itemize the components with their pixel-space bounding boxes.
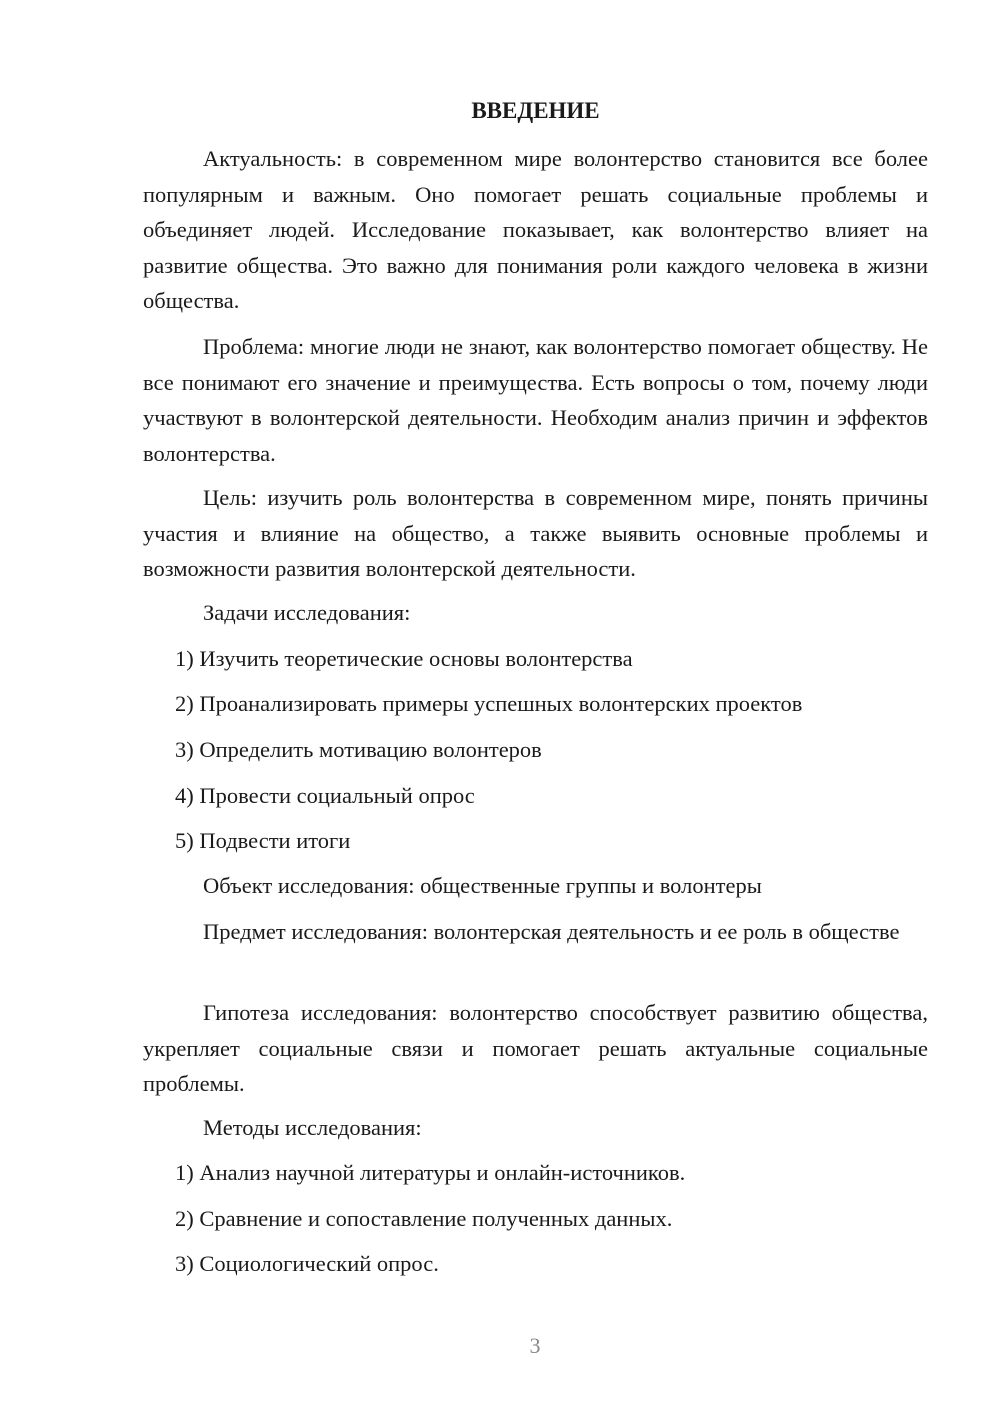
- methods-heading: Методы исследования:: [203, 1115, 422, 1140]
- task-item: 3) Определить мотивацию волонтеров: [175, 737, 542, 762]
- method-item: 3) Социологический опрос.: [175, 1251, 439, 1276]
- problem-paragraph: Проблема: многие люди не знают, как волонтерство помогает обществу. Не все понимают его значение и преимущества. Есть вопросы о том, почему люди участвуют в волонтерской деятельности. Необходим анализ причин и эффектов волонтерства.: [143, 334, 928, 466]
- task-item: 5) Подвести итоги: [175, 828, 351, 853]
- hypothesis-paragraph: Гипотеза исследования: волонтерство способствует развитию общества, укрепляет социальные связи и помогает решать актуальные социальные проблемы.: [143, 1000, 928, 1096]
- relevance-paragraph: Актуальность: в современном мире волонтерство становится все более популярным и важным. Оно помогает решать социальные проблемы и объединяет людей. Исследование показывает, как волонтерство влияет на развитие общества. Это важно для понимания роли каждого человека в жизни общества.: [143, 146, 928, 313]
- goal-paragraph: Цель: изучить роль волонтерства в современном мире, понять причины участия и влияние на общество, а также выявить основные проблемы и возможности развития волонтерской деятельности.: [143, 485, 928, 581]
- method-item: 2) Сравнение и сопоставление полученных данных.: [175, 1206, 673, 1231]
- page-number: 3: [529, 1333, 541, 1358]
- tasks-heading: Задачи исследования:: [203, 600, 411, 625]
- task-item: 1) Изучить теоретические основы волонтерства: [175, 646, 633, 671]
- task-item: 4) Провести социальный опрос: [175, 783, 475, 808]
- object-paragraph: Объект исследования: общественные группы и волонтеры: [203, 873, 762, 898]
- method-item: 1) Анализ научной литературы и онлайн-источников.: [175, 1160, 686, 1185]
- page-title: ВВЕДЕНИЕ: [471, 98, 600, 123]
- task-item: 2) Проанализировать примеры успешных волонтерских проектов: [175, 691, 803, 716]
- subject-paragraph: Предмет исследования: волонтерская деятельность и ее роль в обществе: [203, 919, 900, 944]
